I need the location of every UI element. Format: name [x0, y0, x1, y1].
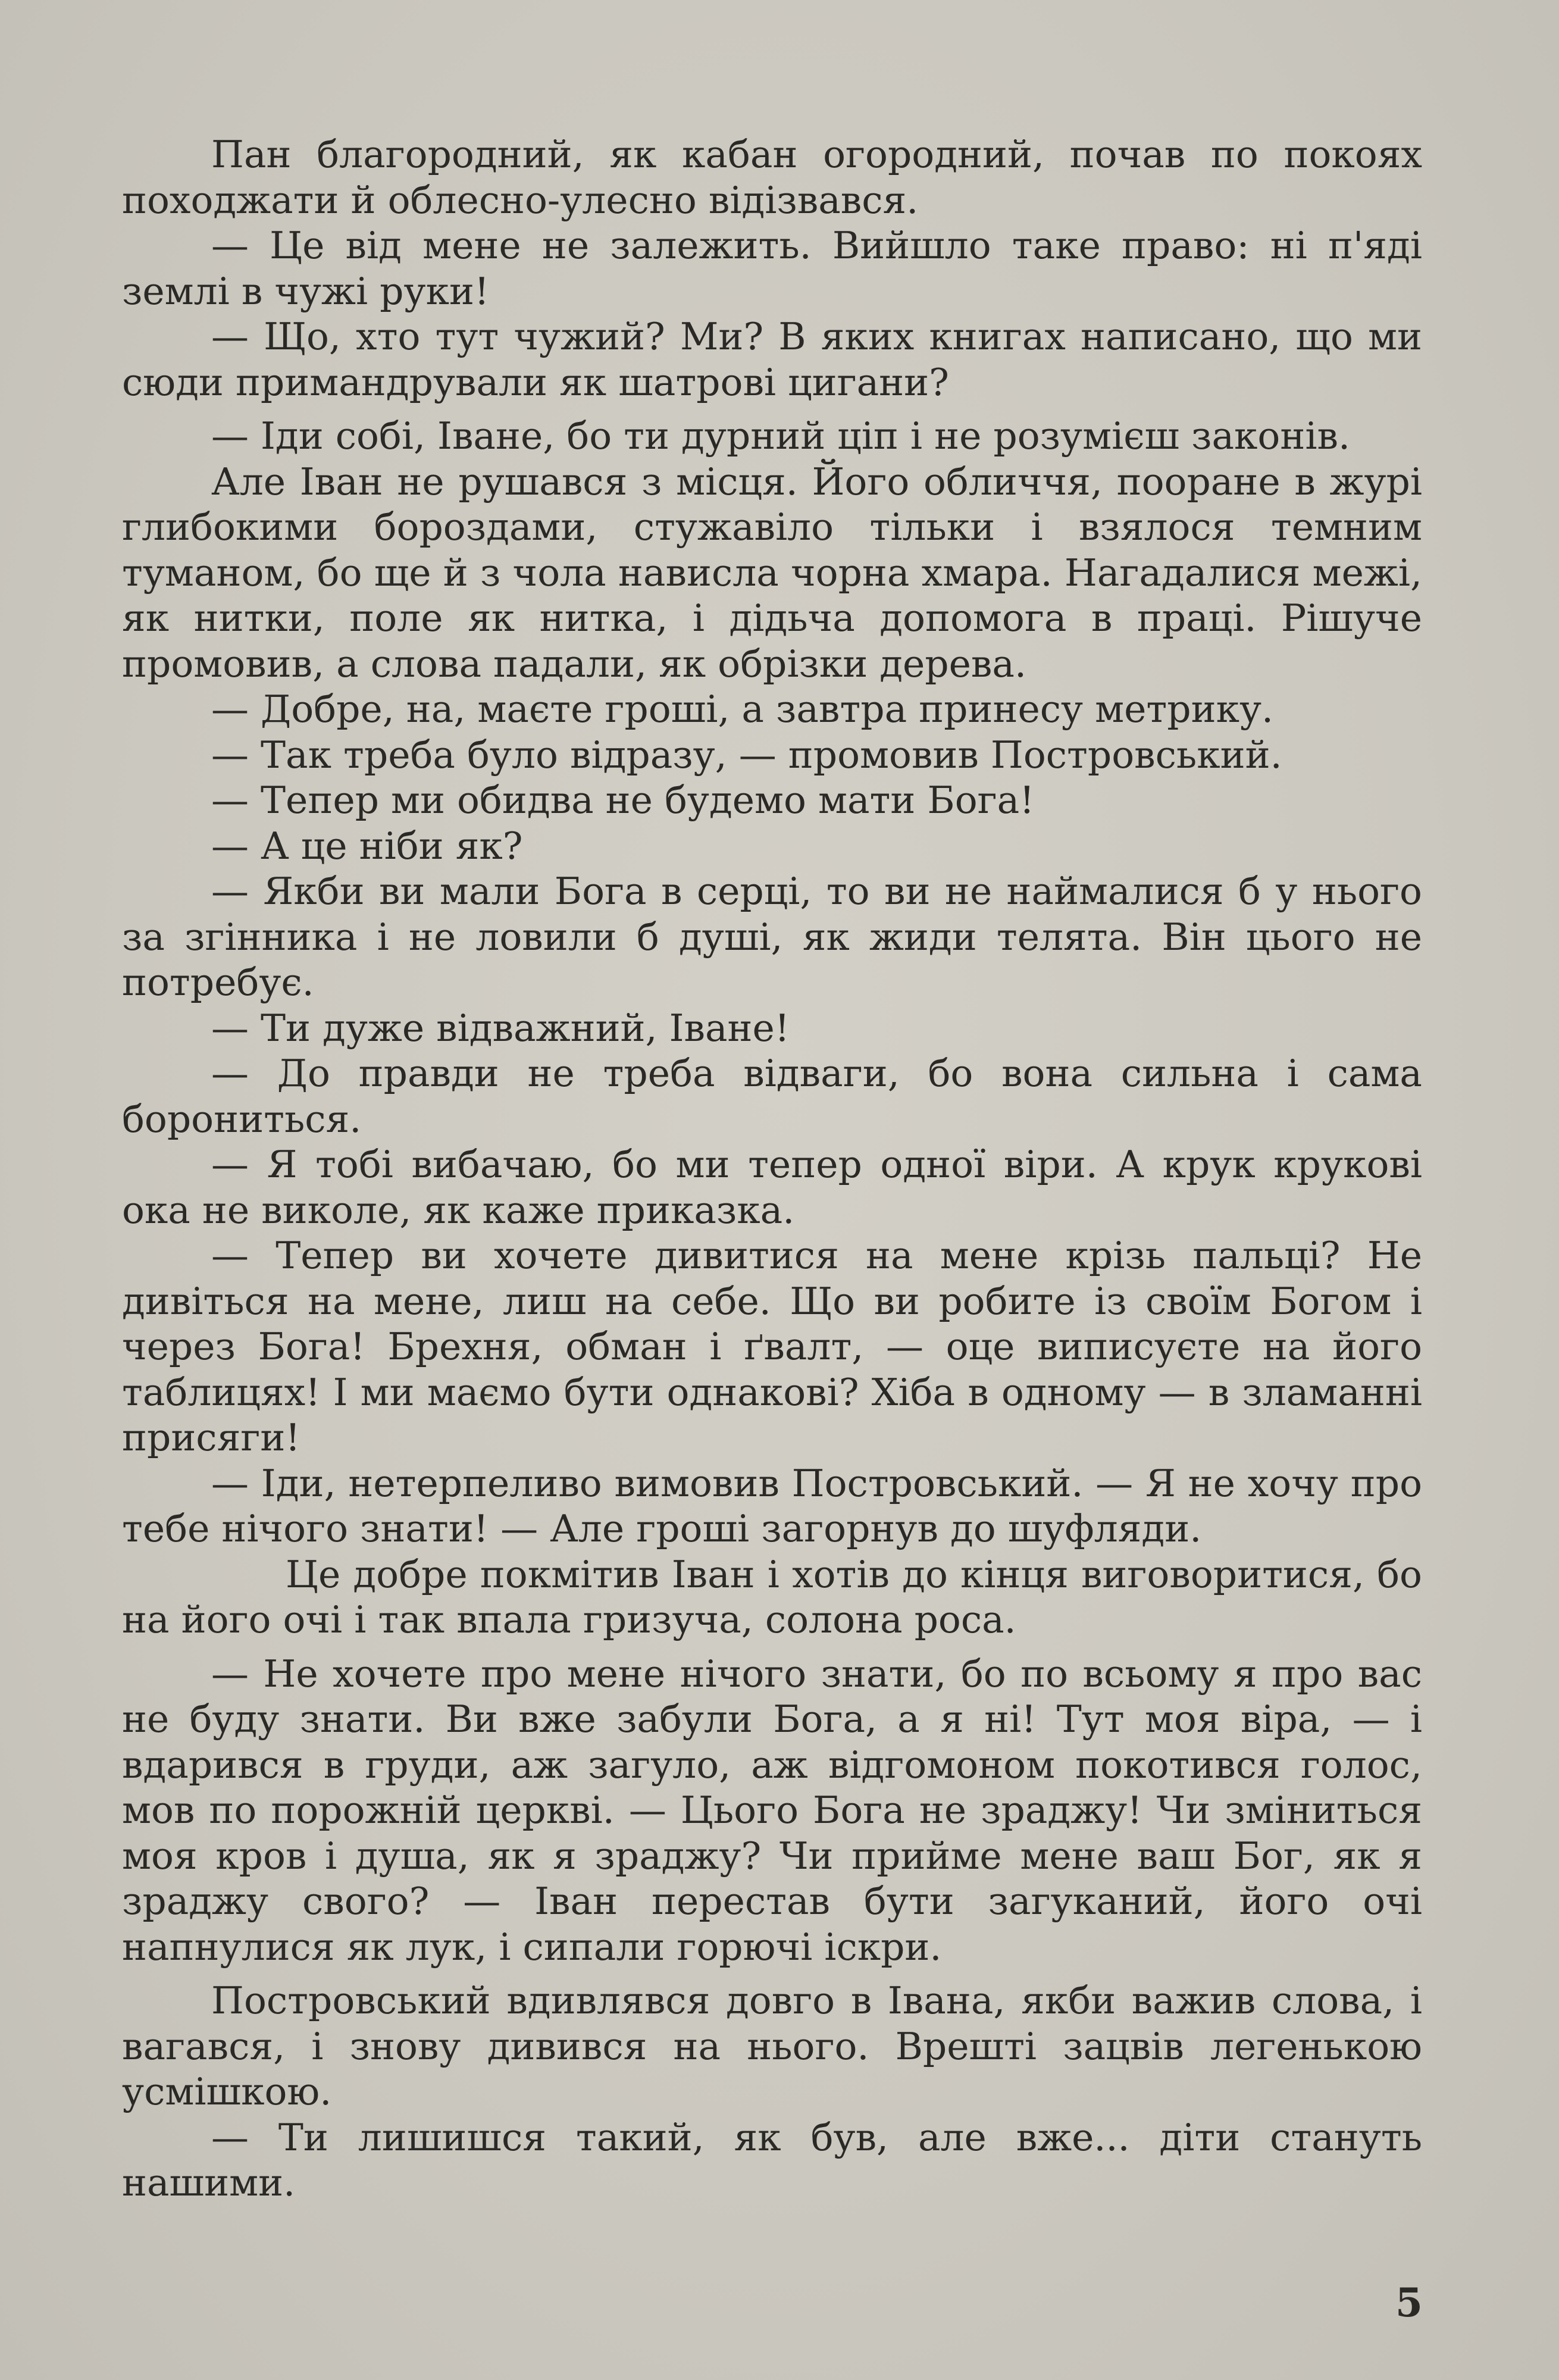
paragraph: — Це від мене не залежить. Вийшло таке право: ні п'яді землі в чужі руки! — [122, 224, 1422, 313]
page-number: 5 — [1395, 2279, 1423, 2326]
paragraph: — Іди, нетерпеливо вимовив Постровський. — Я не хочу про тебе нічого знати! — Але гроші загорнув до шуфляди. — [122, 1461, 1422, 1550]
paragraph: — А це ніби як? — [211, 824, 523, 868]
paragraph: — Добре, на, маєте гроші, а завтра принесу метрику. — [211, 687, 1274, 731]
paragraph: Але Іван не рушався з місця. Його обличчя, пооране в журі глибокими бороздами, стужавіло тільки і взялося темним туманом, бо ще й з чола нависла чорна хмара. Нагадалися межі, як нитки, поле як нитка, і дідьча допомога в праці. Рішуче промовив, а слова падали, як обрізки дерева. — [122, 459, 1422, 686]
paragraph: — Я тобі вибачаю, бо ми тепер одної віри. А крук крукові ока не виколе, як каже приказка. — [122, 1143, 1422, 1232]
paragraph: Це добре покмітив Іван і хотів до кінця виговоритися, бо на його очі і так впала гризуча, солона роса. — [122, 1552, 1422, 1641]
paragraph: — Ти дуже відважний, Іване! — [211, 1006, 790, 1050]
paragraph: — До правди не треба відваги, бо вона сильна і сама борониться. — [122, 1052, 1422, 1141]
paragraph: — Тепер ви хочете дивитися на мене крізь пальці? Не дивіться на мене, лиш на себе. Що ви робите із своїм Богом і через Бога! Брехня, обман і ґвалт, — оце виписуєте на його таблицях! І ми маємо бути однакові? Хіба в одному — в зламанні присяги! — [122, 1234, 1422, 1459]
paragraph: — Іди собі, Іване, бо ти дурний ціп і не розумієш законів. — [211, 414, 1350, 458]
paragraph: Пан благородний, як кабан огородний, почав по покоях походжати й облесно-улесно відізвався. — [122, 133, 1422, 222]
paragraph: — Не хочете про мене нічого знати, бо по всьому я про вас не буду знати. Ви вже забули Бога, а я ні! Тут моя віра, — і вдарився в груди, аж загуло, аж відгомоном покотився голос, мов по порожній церкві. — Цього Бога не зраджу! Чи зміниться моя кров і душа, як я зраджу? Чи прийме мене ваш Бог, як я зраджу свого? — Іван перестав бути загуканий, його очі напнулися як лук, і сипали горючі іскри. — [122, 1652, 1422, 1969]
paragraph: — Ти лишишся такий, як був, але вже... діти стануть нашими. — [122, 2115, 1422, 2204]
paragraph: Постровський вдивлявся довго в Івана, якби важив слова, і вагався, і знову дивився на нього. Врешті зацвів легенькою усмішкою. — [122, 1979, 1422, 2113]
paragraph: — Що, хто тут чужий? Ми? В яких книгах написано, що ми сюди примандрували як шатрові цигани? — [122, 315, 1422, 404]
paragraph: — Тепер ми обидва не будемо мати Бога! — [211, 778, 1035, 822]
paragraph: — Якби ви мали Бога в серці, то ви не наймалися б у нього за згінника і не ловили б душі, як жиди телята. Він цього не потребує. — [122, 870, 1422, 1004]
body-text — [122, 132, 1422, 2206]
paragraph: — Так треба було відразу, — промовив Постровський. — [211, 733, 1282, 777]
